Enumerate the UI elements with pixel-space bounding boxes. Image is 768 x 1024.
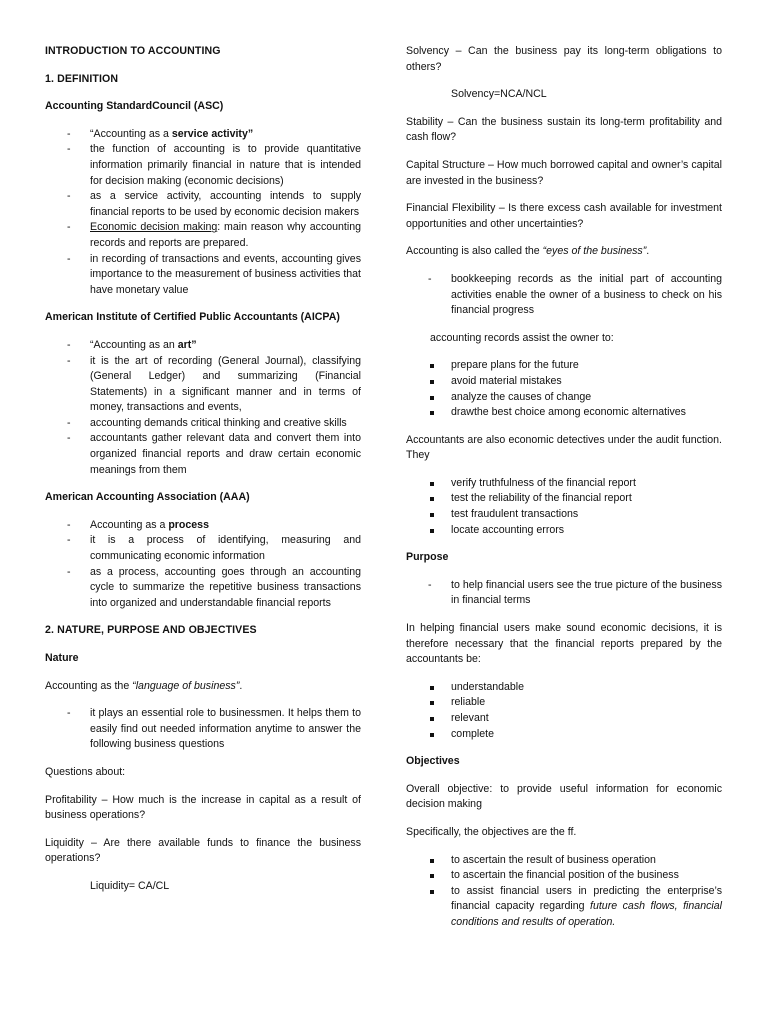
list-item: avoid material mistakes bbox=[406, 374, 722, 390]
eyes-list bbox=[406, 272, 722, 319]
section-definition-heading: 1. DEFINITION bbox=[45, 72, 119, 85]
objectives-heading: Objectives bbox=[406, 755, 460, 768]
list-item: relevant bbox=[406, 711, 722, 727]
detectives-list bbox=[406, 476, 722, 538]
nature-heading: Nature bbox=[45, 652, 79, 664]
list-item: complete bbox=[406, 727, 722, 743]
paragraph-text: . bbox=[239, 679, 243, 692]
capital-structure-paragraph: Capital Structure – How much borrowed capital and owner’s capital are invested in the business? bbox=[406, 158, 722, 187]
emphasis-text: “eyes of the business” bbox=[542, 245, 647, 258]
list-item: - as a service activity, accounting intends to supply financial reports to be used by economic decision makers bbox=[45, 189, 361, 220]
right-column bbox=[406, 44, 722, 943]
list-item: verify truthfulness of the financial report bbox=[406, 476, 722, 492]
liquidity-formula: Liquidity= CA/CL bbox=[90, 879, 170, 892]
quality-list bbox=[406, 680, 722, 742]
list-item-bold: process bbox=[168, 518, 209, 531]
asc-heading: Accounting StandardCouncil (ASC) bbox=[45, 100, 224, 113]
liquidity-paragraph: Liquidity – Are there available funds to finance the business operations? bbox=[45, 836, 361, 865]
aaa-list bbox=[45, 518, 361, 612]
helping-paragraph: In helping financial users make sound economic decisions, it is therefore necessary that the financial reports prepared by the accountants be: bbox=[406, 622, 722, 666]
list-item: to ascertain the financial position of the business bbox=[406, 868, 722, 884]
paragraph-text: . bbox=[646, 245, 650, 258]
list-item-text: Accounting as a bbox=[90, 518, 169, 531]
assist-list bbox=[406, 358, 722, 420]
list-item: understandable bbox=[406, 680, 722, 696]
list-item: - bookkeeping records as the initial part of accounting activities enable the owner of a business to check on his financial progress bbox=[406, 272, 722, 319]
paragraph-text: Accounting is also called the bbox=[406, 245, 543, 258]
stability-paragraph: Stability – Can the business sustain its long-term profitability and cash flow? bbox=[406, 115, 722, 144]
list-item bbox=[45, 127, 361, 143]
section-nature-heading: 2. NATURE, PURPOSE AND OBJECTIVES bbox=[45, 624, 257, 637]
financial-flexibility-paragraph: Financial Flexibility – Is there excess cash available for investment opportunities and other uncertainties? bbox=[406, 202, 722, 230]
purpose-heading: Purpose bbox=[406, 551, 449, 564]
list-item bbox=[45, 220, 361, 251]
list-item: - the function of accounting is to provide quantitative information primarily financial in nature that is intended for decision making (economic decisions) bbox=[45, 142, 361, 189]
list-item: analyze the causes of change bbox=[406, 390, 722, 406]
list-item: - as a process, accounting goes through an accounting cycle to summarize the repetitive business transactions into organized and understandable financial reports bbox=[45, 565, 361, 612]
underlined-term: Economic decision making bbox=[90, 221, 218, 234]
profitability-paragraph: Profitability – How much is the increase in capital as a result of business operations? bbox=[45, 793, 361, 822]
list-item bbox=[45, 518, 361, 534]
solvency-formula: Solvency=NCA/NCL bbox=[451, 88, 547, 101]
aaa-heading: American Accounting Association (AAA) bbox=[45, 491, 250, 504]
purpose-list bbox=[406, 578, 722, 609]
list-item: drawthe best choice among economic alternatives bbox=[406, 405, 722, 421]
eyes-paragraph bbox=[406, 244, 722, 260]
questions-label: Questions about: bbox=[45, 765, 126, 778]
paragraph-text: Accounting as the bbox=[45, 679, 133, 692]
list-item: - it plays an essential role to businessmen. It helps them to easily find out needed information anytime to answer the following business questions bbox=[45, 706, 361, 753]
document-title: INTRODUCTION TO ACCOUNTING bbox=[45, 45, 221, 57]
emphasis-text: “language of business” bbox=[132, 679, 240, 692]
detectives-paragraph: Accountants are also economic detectives under the audit function. They bbox=[406, 433, 722, 462]
list-item: - it is the art of recording (General Journal), classifying (General Ledger) and summarizing (Financial Statements) in a significant manner and in terms of money, transactions and events, bbox=[45, 354, 361, 416]
list-item-text: to assist financial users in predicting the enterprise’s financial capacity regarding bbox=[451, 884, 722, 913]
list-item-text: “Accounting as an bbox=[90, 338, 178, 351]
emphasis-text: future cash flows, financial conditions and results of operation. bbox=[451, 900, 722, 928]
list-item-text: : main reason why accounting records and reports are prepared. bbox=[90, 221, 361, 249]
list-item-bold: service activity” bbox=[171, 127, 254, 140]
solvency-paragraph: Solvency – Can the business pay its long-term obligations to others? bbox=[406, 45, 722, 73]
list-item: - to help financial users see the true picture of the business in financial terms bbox=[406, 578, 722, 609]
overall-objective-paragraph: Overall objective: to provide useful information for economic decision making bbox=[406, 782, 722, 811]
list-item-bold: art” bbox=[177, 338, 197, 351]
list-item: locate accounting errors bbox=[406, 523, 722, 539]
list-item-text: “Accounting as a bbox=[90, 127, 172, 140]
nature-list bbox=[45, 706, 361, 753]
list-item: - accountants gather relevant data and convert them into organized financial reports and draw certain economic meanings from them bbox=[45, 431, 361, 478]
objectives-list bbox=[406, 853, 722, 931]
specifically-paragraph: Specifically, the objectives are the ff. bbox=[406, 825, 577, 838]
left-column bbox=[45, 44, 361, 907]
aicpa-heading: American Institute of Certified Public Accountants (AICPA) bbox=[45, 311, 340, 324]
list-item: prepare plans for the future bbox=[406, 358, 722, 374]
nature-paragraph bbox=[45, 679, 361, 695]
list-item: reliable bbox=[406, 695, 722, 711]
list-item: - in recording of transactions and events, accounting gives importance to the measurement of business activities that have monetary value bbox=[45, 252, 361, 299]
list-item: - accounting demands critical thinking and creative skills bbox=[45, 416, 361, 432]
assist-label: accounting records assist the owner to: bbox=[430, 331, 614, 344]
list-item: to ascertain the result of business operation bbox=[406, 853, 722, 869]
list-item: - it is a process of identifying, measuring and communicating economic information bbox=[45, 533, 361, 564]
list-item: test the reliability of the financial report bbox=[406, 491, 722, 507]
aicpa-list bbox=[45, 338, 361, 478]
asc-list bbox=[45, 127, 361, 299]
list-item: test fraudulent transactions bbox=[406, 507, 722, 523]
list-item bbox=[406, 884, 722, 931]
list-item bbox=[45, 338, 361, 354]
